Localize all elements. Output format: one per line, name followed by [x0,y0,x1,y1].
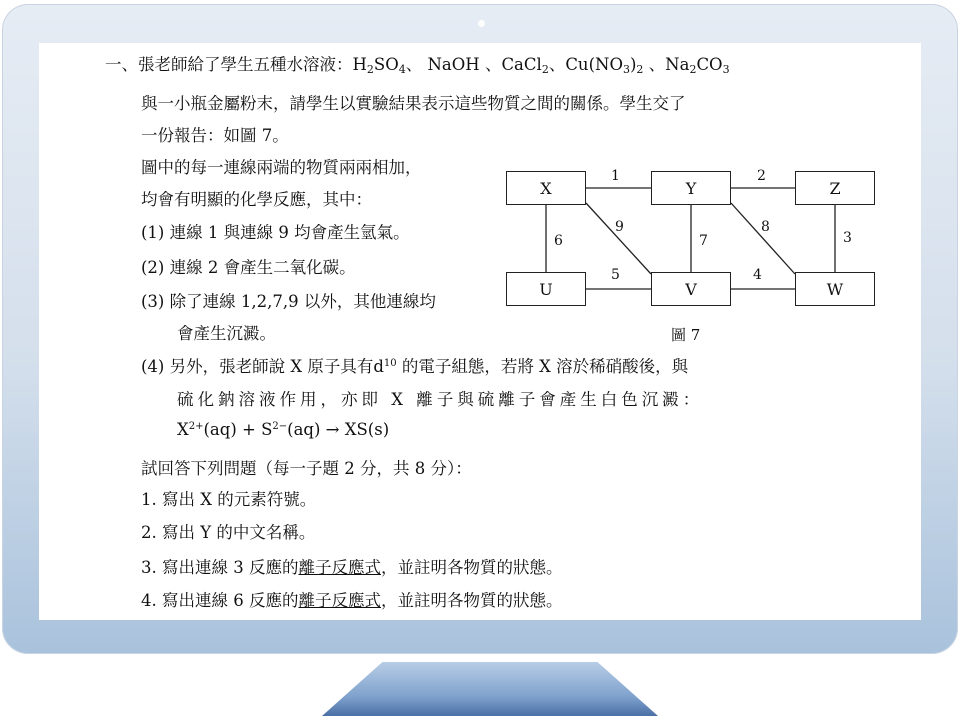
edge-label-8: 8 [761,219,770,235]
node-u: U [506,272,586,306]
edge-label-9: 9 [615,219,624,235]
edge-9-line [586,203,651,274]
intro-line-3: 一份報告：如圖 7。 [141,126,289,145]
edge-label-3: 3 [843,230,852,246]
separator: 、 [405,55,423,74]
figure-caption: 圖 7 [671,326,701,344]
edge-label-1: 1 [611,168,620,184]
condition-1: (1) 連線 1 與連線 9 均會產生氫氣。 [141,223,410,242]
separator: 、 [648,55,666,74]
monitor-frame [2,4,958,654]
node-v: V [651,272,731,306]
edge-label-4: 4 [753,267,762,283]
condition-3a: (3) 除了連線 1,2,7,9 以外，其他連線均 [141,292,436,311]
condition-4a: (4) 另外，張老師說 X 原子具有$d^{10}$ 的電子組態，若將 X 溶於稀硝酸後，與 [141,357,689,376]
intro-prefix: 一、張老師給了學生五種水溶液： [105,55,353,74]
solution-cacl2: CaCl$_2$ [501,55,549,76]
edge-label-5: 5 [611,267,620,283]
solution-cuno32: $Cu(NO_3)_2$ [565,55,644,76]
sub-question-4: 4. 寫出連線 6 反應的離子反應式，並註明各物質的狀態。 [141,591,563,610]
desc-line-1: 圖中的每一連線兩端的物質兩兩相加， [141,158,422,177]
desc-line-2: 均會有明顯的化學反應，其中： [141,190,372,209]
figure-7-diagram [499,167,879,347]
solution-na2co3: $Na_2CO_3$ [665,55,730,76]
node-w: W [795,272,875,306]
edge-label-6: 6 [554,233,563,249]
edge-label-2: 2 [757,168,766,184]
edge-label-7: 7 [699,233,708,249]
separator: 、 [484,55,502,74]
monitor-stand [322,662,658,716]
sub-question-3: 3. 寫出連線 3 反應的離子反應式，並註明各物質的狀態。 [141,558,563,577]
camera-dot [478,20,485,27]
node-z: Z [795,171,875,205]
node-y: Y [651,171,731,205]
condition-3b: 會產生沉澱。 [177,324,276,343]
sub-question-2: 2. 寫出 Y 的中文名稱。 [141,523,316,542]
intro-line-2: 與一小瓶金屬粉末，請學生以實驗結果表示這些物質之間的關係。學生交了 [141,94,686,113]
condition-4b: 硫化鈉溶液作用，亦即 X 離子與硫離子會產生白色沉澱： [177,390,704,409]
node-x: X [506,171,586,205]
sub-question-1: 1. 寫出 X 的元素符號。 [141,490,317,509]
solution-h2so4: $H_2SO_4$ [352,55,406,76]
intro-line-1 [105,55,730,75]
solution-naoh: NaOH [427,55,480,74]
screen [39,43,921,620]
edge-8-line [731,203,795,274]
condition-2: (2) 連線 2 會產生二氧化碳。 [141,258,356,277]
reaction-equation: $X^{2+}(aq) + S^{2-}(aq) \to XS(s)$ [177,420,390,439]
instruction: 試回答下列問題（每一子題 2 分，共 8 分）： [141,459,472,478]
separator: 、 [548,55,566,74]
